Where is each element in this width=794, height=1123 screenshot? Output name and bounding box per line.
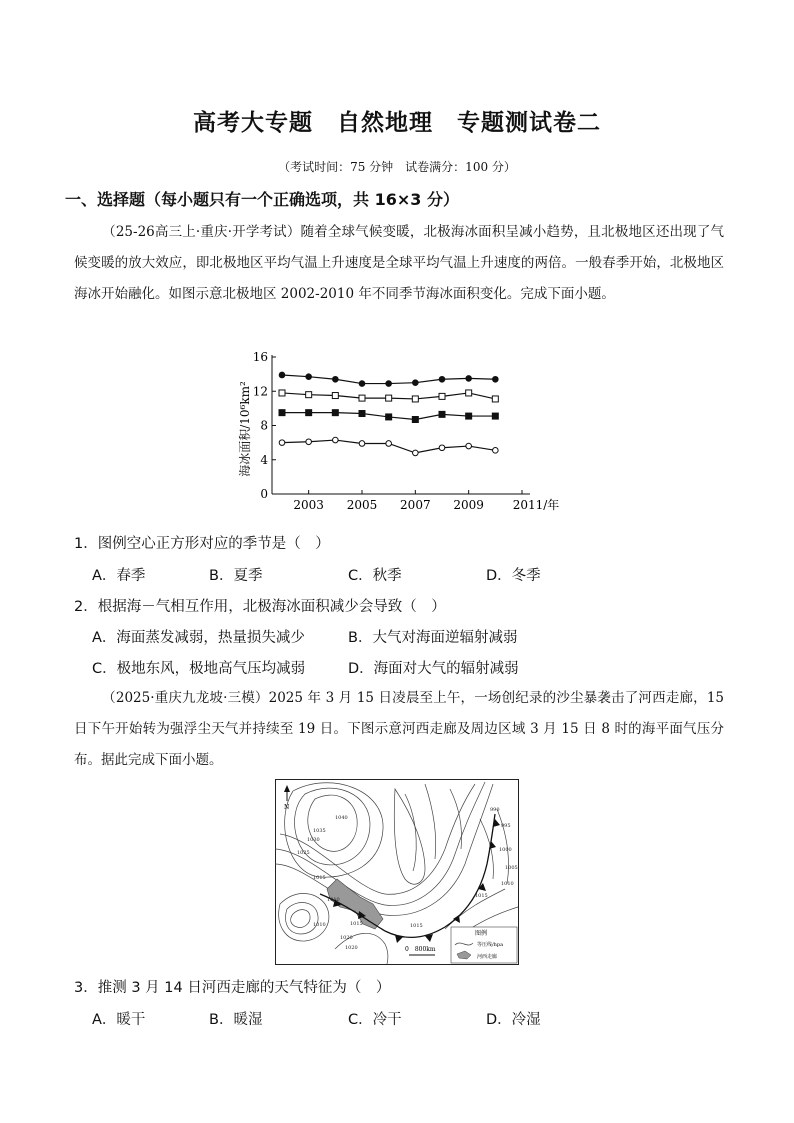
scale-label: 0 800km (405, 946, 436, 953)
isobar-label: 1015 (410, 923, 423, 929)
sea-ice-chart (234, 344, 564, 514)
q2-option-b[interactable]: B．大气对海面逆辐射减弱 (348, 630, 518, 646)
isobar-label: 1010 (327, 897, 340, 903)
chart-axes (253, 350, 560, 512)
chart-point (493, 376, 499, 382)
legend-title: 图例 (475, 930, 488, 937)
chart-y-tick-label: 0 (260, 487, 268, 501)
question-3-stem: 3．推测 3 月 14 日河西走廊的天气特征为（ ） (74, 980, 391, 996)
isobar-label: 995 (501, 823, 511, 829)
q1-option-a[interactable]: A．春季 (92, 568, 146, 584)
passage-2-text: （2025·重庆九龙坡·三模）2025 年 3 月 15 日凌晨至上午，一场创纪录的沙尘暴袭击了河西走廊，15 日下午开始转为强浮尘天气并持续至 19 日。下图示意河西走廊及周边区域 3 月 15 日 8 时的海平面气压分布。据此完成下面小题。 (74, 690, 724, 768)
chart-point (412, 417, 418, 423)
q3-option-c[interactable]: C．冷干 (348, 1012, 402, 1028)
section-heading: 一、选择题（每小题只有一个正确选项，共 16×3 分） (65, 190, 459, 209)
chart-point (413, 450, 419, 456)
legend-corridor-label: 河西走廊 (477, 954, 498, 960)
chart-point (439, 411, 445, 417)
chart-y-tick-label: 4 (260, 452, 268, 467)
chart-point (386, 414, 392, 420)
passage-1 (74, 217, 724, 310)
chart-point (306, 410, 312, 416)
exam-info: （考试时间：75 分钟 试卷满分：100 分） (278, 160, 516, 174)
chart-point (492, 396, 498, 402)
chart-x-tick-label: 2003 (293, 498, 324, 512)
chart-y-axis-label: 海冰面积/10⁶km² (238, 381, 252, 477)
chart-point (306, 439, 312, 445)
chart-point (492, 413, 498, 419)
chart-point (466, 376, 472, 382)
q3-option-d[interactable]: D．冷湿 (486, 1012, 541, 1028)
q2-option-a[interactable]: A．海面蒸发减弱，热量损失减少 (92, 630, 305, 646)
isobar-label: 1020 (345, 945, 358, 951)
chart-point (412, 396, 418, 402)
pressure-map (275, 779, 519, 965)
isobar-label: 990 (490, 807, 500, 813)
chart-point (333, 376, 339, 382)
legend-isobar-label: 等压线/hpa (477, 942, 504, 948)
chart-point (279, 372, 285, 378)
isobar-label: 1040 (335, 815, 348, 821)
chart-point (359, 395, 365, 401)
question-1-stem: 1．图例空心正方形对应的季节是（ ） (74, 536, 330, 552)
chart-point (386, 381, 392, 387)
chart-point (333, 437, 339, 443)
chart-x-tick-label: 2005 (346, 498, 378, 512)
chart-point (279, 390, 285, 396)
isobar-label: 1035 (313, 828, 326, 834)
chart-x-tick-label: 2009 (453, 498, 484, 512)
page-title: 高考大专题 自然地理 专题测试卷二 (193, 110, 601, 136)
chart-point (386, 395, 392, 401)
q3-option-a[interactable]: A．暖干 (92, 1012, 146, 1028)
chart-x-tick-label: 2007 (400, 498, 431, 512)
chart-point (493, 448, 499, 454)
chart-point (332, 393, 338, 399)
isobar-label: 1030 (307, 837, 320, 843)
q2-option-d[interactable]: D．海面对大气的辐射减弱 (348, 661, 519, 677)
isobar-label: 1015 (475, 893, 488, 899)
chart-point (359, 441, 365, 447)
chart-series (279, 372, 498, 456)
chart-point (279, 410, 285, 416)
chart-y-tick-label: 8 (260, 418, 268, 433)
isobar-label: 1000 (499, 847, 512, 853)
chart-point (386, 441, 392, 447)
isobar-label: 1015 (350, 921, 363, 927)
chart-point (359, 381, 365, 387)
passage-2 (74, 683, 724, 776)
chart-point (332, 410, 338, 416)
chart-point (439, 376, 445, 382)
chart-point (466, 443, 472, 449)
map-legend (451, 927, 517, 963)
question-2-stem: 2．根据海－气相互作用，北极海冰面积减少会导致（ ） (74, 599, 446, 615)
chart-point (413, 380, 419, 386)
q1-option-b[interactable]: B．夏季 (209, 568, 263, 584)
chart-point (306, 374, 312, 380)
isobar-label: 1025 (297, 850, 310, 856)
isobar-label: 1010 (313, 922, 326, 928)
chart-y-tick-label: 12 (252, 384, 268, 399)
isobar-label: 1005 (505, 865, 518, 871)
chart-y-tick-label: 16 (252, 350, 268, 364)
chart-x-tick-label: 2011/年 (512, 498, 560, 512)
passage-1-text: （25-26高三上·重庆·开学考试）随着全球气候变暖，北极海冰面积呈减小趋势，且北极地区还出现了气候变暖的放大效应，即北极地区平均气温上升速度是全球平均气温上升速度的两倍。一般春季开始，北极地区海冰开始融化。如图示意北极地区 2002-2010 年不同季节海冰面积变化。完成下面小题。 (74, 224, 724, 302)
q2-option-c[interactable]: C．极地东风，极地高气压均减弱 (92, 661, 306, 677)
isobar-label: 1015 (313, 875, 326, 881)
chart-point (359, 411, 365, 417)
q1-option-c[interactable]: C．秋季 (348, 568, 402, 584)
chart-point (306, 392, 312, 398)
chart-point (279, 440, 285, 446)
chart-point (439, 445, 445, 451)
chart-point (466, 390, 472, 396)
chart-point (466, 413, 472, 419)
chart-point (439, 393, 445, 399)
q1-option-d[interactable]: D．冬季 (486, 568, 541, 584)
q3-option-b[interactable]: B．暖湿 (209, 1012, 263, 1028)
isobar-label: 1010 (501, 881, 514, 887)
isobar-label: 1020 (340, 935, 353, 941)
north-label: N (284, 804, 290, 811)
